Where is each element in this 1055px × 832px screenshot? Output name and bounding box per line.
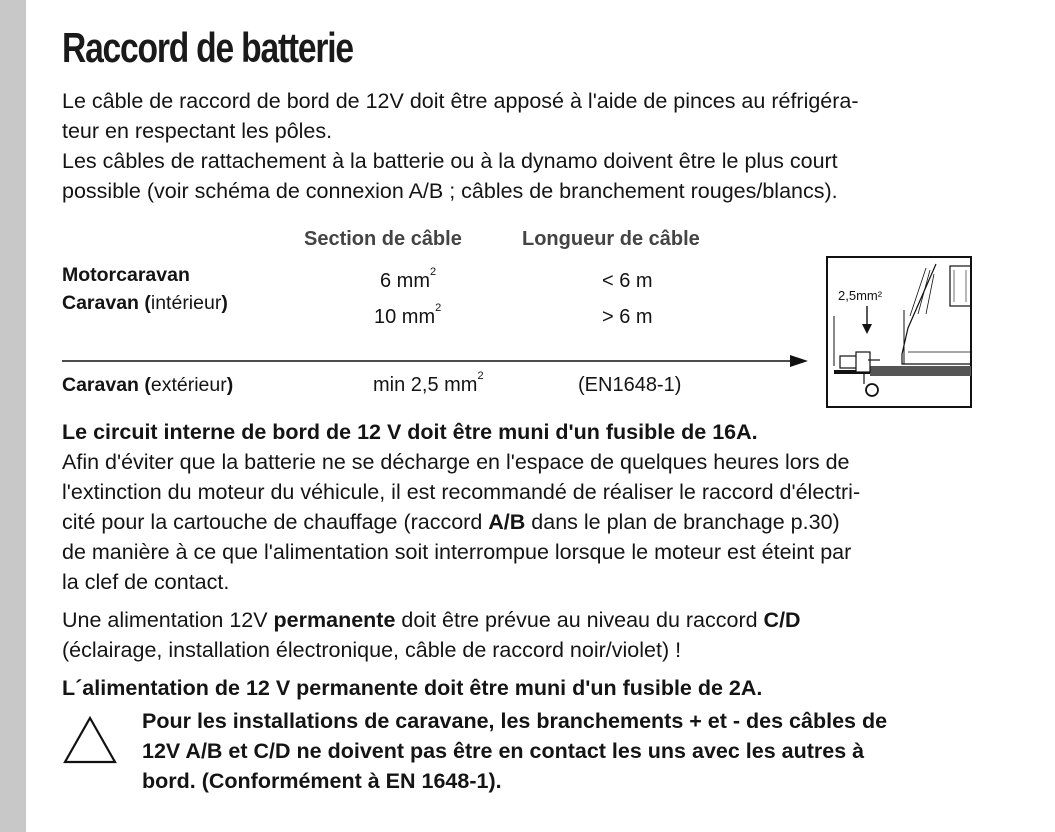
warning-triangle-icon <box>62 715 118 765</box>
intro-line: possible (voir schéma de connexion A/B ; câbles de branchement rouges/blancs). <box>62 179 838 203</box>
connection-diagram <box>826 256 972 408</box>
caution-notice <box>142 706 887 796</box>
caution-line: bord. (Conformément à EN 1648-1). <box>142 769 502 793</box>
caution-line: Pour les installations de caravane, les branchements + et - des câbles de <box>142 709 888 733</box>
diagram-label: 2,5mm² <box>838 288 883 303</box>
body-line: la clef de contact. <box>62 570 230 594</box>
section-caravan-exterior: min 2,5 $mm^2$ <box>373 370 484 396</box>
intro-line: Les câbles de rattachement à la batterie ou à la dynamo doivent être le plus court <box>62 149 838 173</box>
length-caravan-exterior: (EN1648-1) <box>578 374 682 396</box>
header-length: Longueur de câble <box>522 228 700 250</box>
header-section: Section de câble <box>304 228 462 250</box>
row-label-caravan-exterior: Caravan (extérieur) <box>62 374 234 396</box>
length-motorcaravan: < 6 m <box>602 270 653 292</box>
permanent-fuse-heading: L´alimentation de 12 V permanente doit être muni d'un fusible de 2A. <box>62 676 763 700</box>
section-caravan-interior: 10 $mm^2$ <box>374 302 442 328</box>
intro-line: Le câble de raccord de bord de 12V doit être apposé à l'aide de pinces au réfrigéra- <box>62 89 859 113</box>
section-motorcaravan: 6 $mm^2$ <box>380 266 437 292</box>
body-line: Une alimentation 12V permanente doit être prévue au niveau du raccord C/D <box>62 608 801 632</box>
page-edge-bar <box>0 0 26 832</box>
body-line: de manière à ce que l'alimentation soit interrompue lorsque le moteur est éteint par <box>62 540 852 564</box>
body-line: cité pour la cartouche de chauffage (raccord A/B dans le plan de branchage p.30) <box>62 510 840 534</box>
row-label-motorcaravan: Motorcaravan <box>62 264 190 286</box>
intro-paragraph <box>62 86 859 206</box>
row-label-caravan-interior: Caravan (intérieur) <box>62 292 228 314</box>
circuit-fuse-heading: Le circuit interne de bord de 12 V doit être muni d'un fusible de 16A. <box>62 420 758 444</box>
connection-arrow <box>62 352 812 370</box>
intro-line: teur en respectant les pôles. <box>62 119 333 143</box>
document-page <box>62 0 1037 832</box>
caution-line: 12V A/B et C/D ne doivent pas être en contact les uns avec les autres à <box>142 739 865 763</box>
body-line: l'extinction du moteur du véhicule, il est recommandé de réaliser le raccord d'électri- <box>62 480 861 504</box>
page-title: Raccord de batterie <box>62 24 353 71</box>
body-line: Afin d'éviter que la batterie ne se décharge en l'espace de quelques heures lors de <box>62 450 850 474</box>
body-line: (éclairage, installation électronique, câble de raccord noir/violet) ! <box>62 638 682 662</box>
length-caravan-interior: > 6 m <box>602 306 653 328</box>
permanent-supply-paragraph <box>62 605 801 665</box>
battery-discharge-paragraph <box>62 447 860 597</box>
